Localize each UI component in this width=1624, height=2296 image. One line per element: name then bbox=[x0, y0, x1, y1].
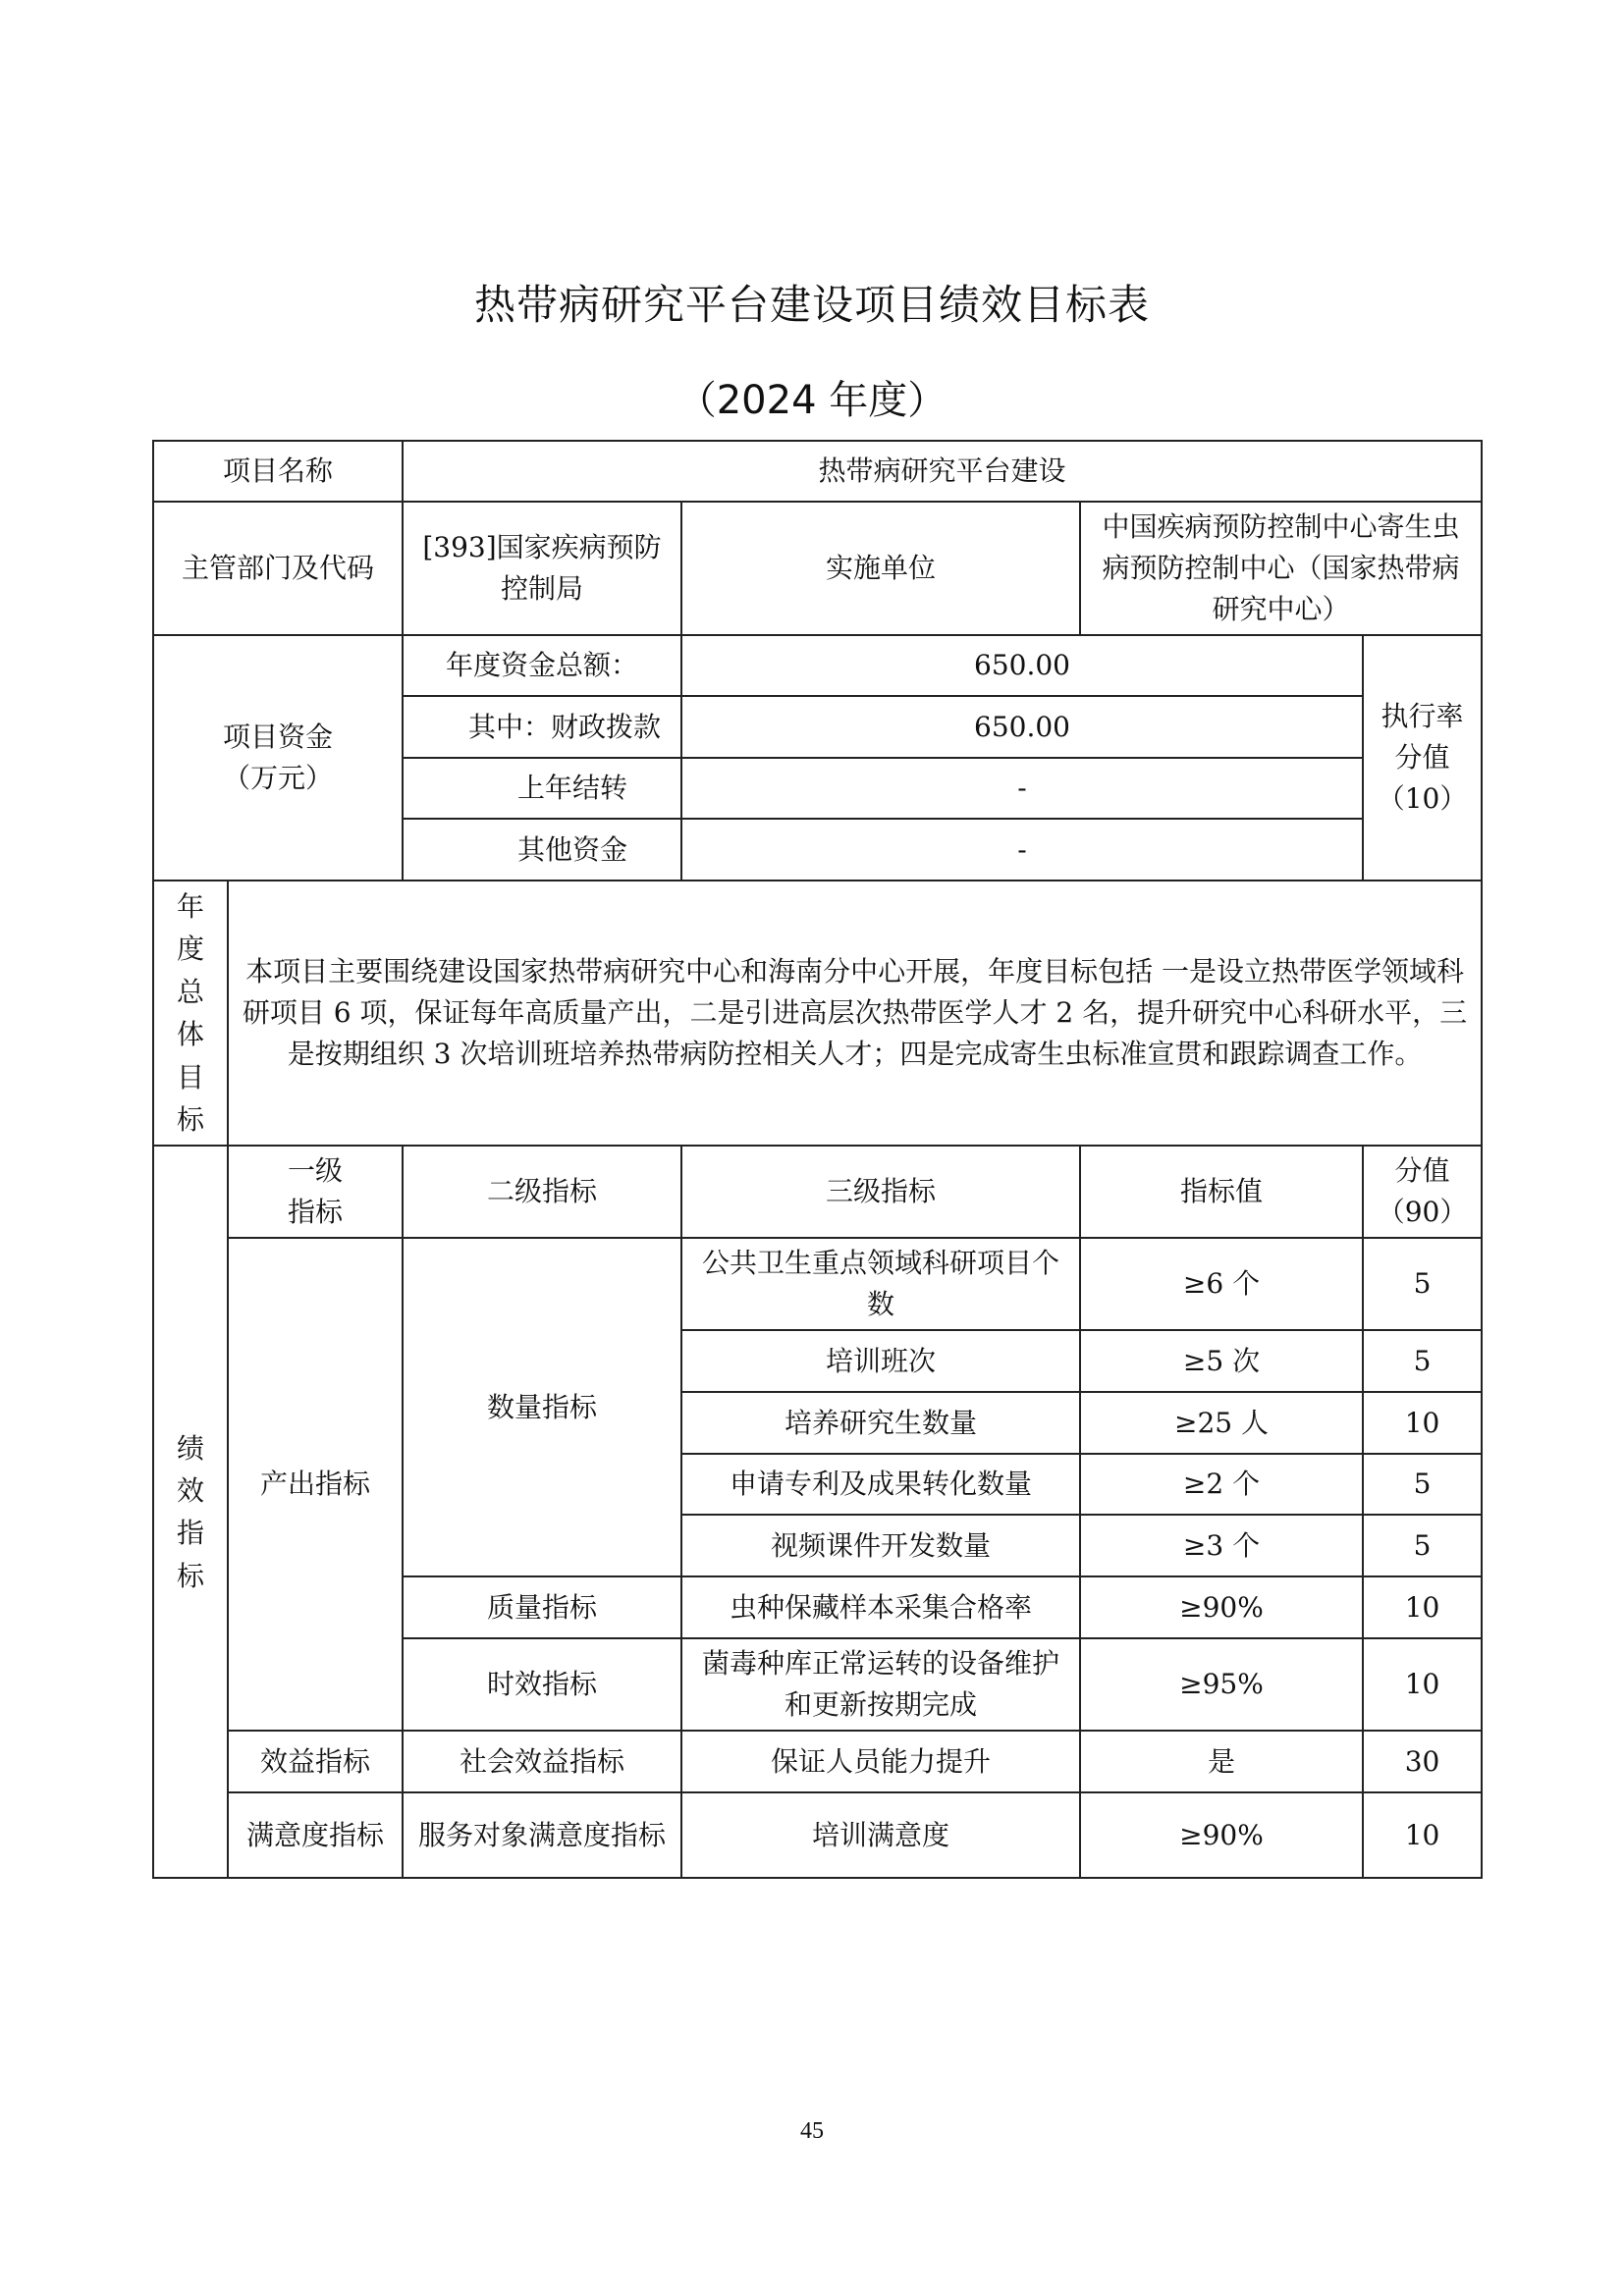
execution-rate-cell bbox=[1363, 635, 1482, 881]
timeliness-indicator-label: 时效指标 bbox=[403, 1638, 681, 1731]
indicator-value: ≥5 次 bbox=[1080, 1330, 1363, 1392]
quantity-indicator-label: 数量指标 bbox=[403, 1238, 681, 1576]
funds-carryover-label: 上年结转 bbox=[403, 758, 681, 819]
indicator-name: 培训满意度 bbox=[681, 1792, 1080, 1878]
indicator-score: 5 bbox=[1363, 1330, 1482, 1392]
social-benefit-label: 社会效益指标 bbox=[403, 1731, 681, 1792]
funds-other-label: 其他资金 bbox=[403, 819, 681, 881]
funds-other-value: - bbox=[681, 819, 1363, 881]
indicator-name: 保证人员能力提升 bbox=[681, 1731, 1080, 1792]
funds-carryover-value: - bbox=[681, 758, 1363, 819]
header-level1-line1: 一级 bbox=[288, 1154, 344, 1188]
funds-total-value: 650.00 bbox=[681, 635, 1363, 696]
objective-row bbox=[153, 881, 1482, 1146]
performance-target-table bbox=[152, 440, 1483, 1879]
indicator-name: 公共卫生重点领域科研项目个数 bbox=[681, 1238, 1080, 1330]
objective-label-text: 年度总体目标 bbox=[176, 890, 204, 1136]
indicator-score: 5 bbox=[1363, 1454, 1482, 1515]
header-score bbox=[1363, 1146, 1482, 1238]
indicator-score: 10 bbox=[1363, 1792, 1482, 1878]
funds-label-line1: 项目资金 bbox=[223, 721, 334, 753]
funds-total-row bbox=[153, 635, 1482, 696]
indicator-score: 10 bbox=[1363, 1392, 1482, 1454]
page-subtitle: （2024 年度） bbox=[677, 378, 947, 423]
indicator-score: 10 bbox=[1363, 1638, 1482, 1731]
objective-label bbox=[153, 881, 228, 1146]
indicators-label bbox=[153, 1146, 228, 1878]
funds-fiscal-value: 650.00 bbox=[681, 696, 1363, 758]
benefit-indicator-label: 效益指标 bbox=[228, 1731, 403, 1792]
indicator-score: 30 bbox=[1363, 1731, 1482, 1792]
execution-rate-line1: 执行率 bbox=[1380, 700, 1464, 732]
funds-total-label: 年度资金总额： bbox=[403, 635, 681, 696]
project-name-row bbox=[153, 441, 1482, 502]
funds-label bbox=[153, 635, 403, 881]
service-satisfaction-label: 服务对象满意度指标 bbox=[403, 1792, 681, 1878]
implementing-unit-label: 实施单位 bbox=[681, 502, 1080, 635]
indicator-value: ≥6 个 bbox=[1080, 1238, 1363, 1330]
indicator-value: ≥2 个 bbox=[1080, 1454, 1363, 1515]
indicator-score: 5 bbox=[1363, 1515, 1482, 1576]
output-indicator-label: 产出指标 bbox=[228, 1238, 403, 1731]
indicator-value: ≥90% bbox=[1080, 1792, 1363, 1878]
indicator-name: 视频课件开发数量 bbox=[681, 1515, 1080, 1576]
indicator-value: ≥3 个 bbox=[1080, 1515, 1363, 1576]
page-number: 45 bbox=[800, 2118, 824, 2144]
header-level2: 二级指标 bbox=[403, 1146, 681, 1238]
indicator-name: 培训班次 bbox=[681, 1330, 1080, 1392]
indicator-value: 是 bbox=[1080, 1731, 1363, 1792]
objective-text: 本项目主要围绕建设国家热带病研究中心和海南分中心开展，年度目标包括 一是设立热带医学领域科研项目 6 项，保证每年高质量产出，二是引进高层次热带医学人才 2 名，提升研究中心科研水平，三是按期组织 3 次培训班培养热带病防控相关人才；四是完成寄生虫标准宣贯和跟踪调查工作。 bbox=[228, 881, 1482, 1146]
header-value: 指标值 bbox=[1080, 1146, 1363, 1238]
indicator-row bbox=[153, 1792, 1482, 1878]
header-level1-line2: 指标 bbox=[288, 1196, 344, 1229]
indicator-name: 虫种保藏样本采集合格率 bbox=[681, 1576, 1080, 1638]
page-title: 热带病研究平台建设项目绩效目标表 bbox=[473, 281, 1150, 329]
indicator-name: 申请专利及成果转化数量 bbox=[681, 1454, 1080, 1515]
indicator-value: ≥90% bbox=[1080, 1576, 1363, 1638]
indicator-row bbox=[153, 1731, 1482, 1792]
project-name-label: 项目名称 bbox=[153, 441, 403, 502]
header-score-line2: （90） bbox=[1377, 1196, 1468, 1229]
implementing-unit-value: 中国疾病预防控制中心寄生虫病预防控制中心（国家热带病研究中心） bbox=[1080, 502, 1482, 635]
header-score-line1: 分值 bbox=[1394, 1154, 1450, 1188]
funds-label-line2: （万元） bbox=[223, 762, 334, 794]
indicator-score: 10 bbox=[1363, 1576, 1482, 1638]
indicator-name: 菌毒种库正常运转的设备维护和更新按期完成 bbox=[681, 1638, 1080, 1731]
indicator-score: 5 bbox=[1363, 1238, 1482, 1330]
indicator-name: 培养研究生数量 bbox=[681, 1392, 1080, 1454]
indicator-value: ≥25 人 bbox=[1080, 1392, 1363, 1454]
execution-rate-line2: 分值（10） bbox=[1377, 741, 1468, 815]
indicator-value: ≥95% bbox=[1080, 1638, 1363, 1731]
satisfaction-indicator-label: 满意度指标 bbox=[228, 1792, 403, 1878]
department-row bbox=[153, 502, 1482, 635]
department-value: [393]国家疾病预防控制局 bbox=[403, 502, 681, 635]
header-level1 bbox=[228, 1146, 403, 1238]
header-level3: 三级指标 bbox=[681, 1146, 1080, 1238]
department-label: 主管部门及代码 bbox=[153, 502, 403, 635]
quality-indicator-label: 质量指标 bbox=[403, 1576, 681, 1638]
indicators-label-text: 绩效指标 bbox=[176, 1431, 204, 1592]
indicator-row bbox=[153, 1238, 1482, 1330]
indicator-header-row bbox=[153, 1146, 1482, 1238]
project-name-value: 热带病研究平台建设 bbox=[403, 441, 1482, 502]
funds-fiscal-label: 其中：财政拨款 bbox=[403, 696, 681, 758]
